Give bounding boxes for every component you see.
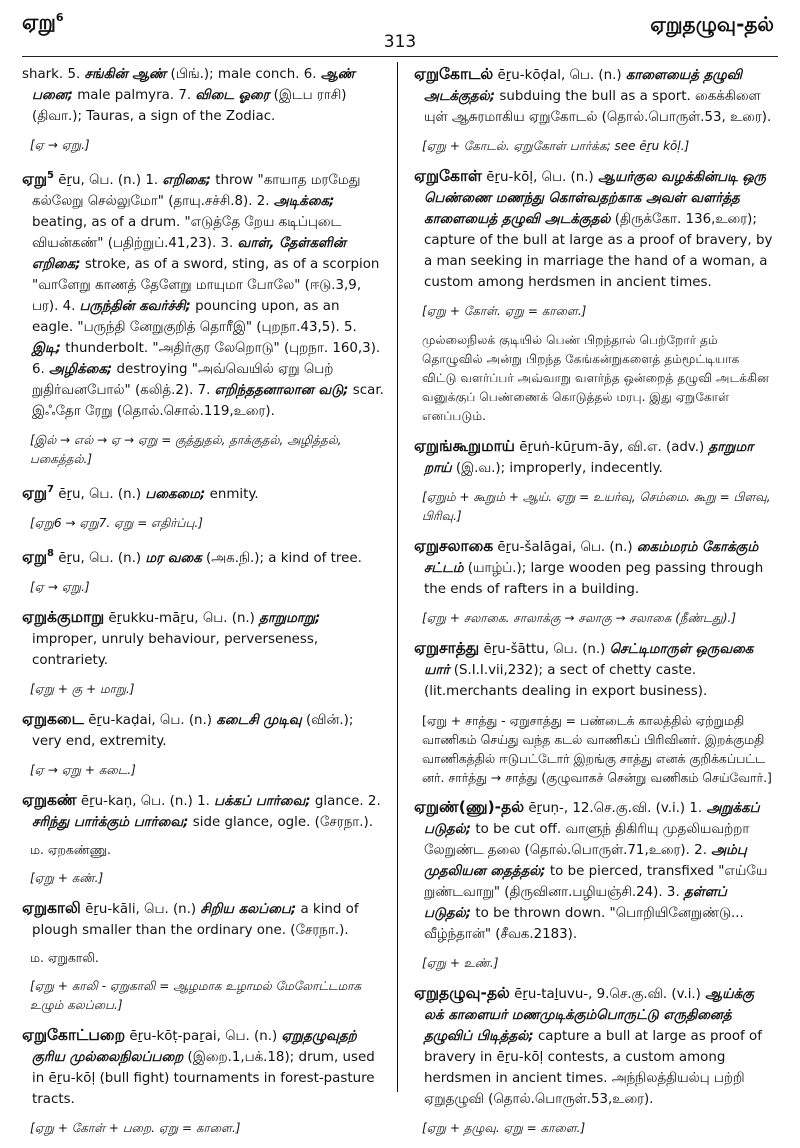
headword: ஏறுகண் — [22, 791, 77, 810]
entry-erukali: ஏறுகாலி ēṟu-kāli, பெ. (n.) சிறிய கலப்பை; a kind of plough smaller than the ordinary one. (சேரநா.). — [22, 899, 359, 939]
headword: ஏறு$^5$ — [22, 170, 54, 189]
usage-note: முல்லைநிலக் குடியில் பெண் பிறந்தால் பெற்றோர் தம் தொழுவில் அன்று பிறந்த கேங்கன்றுகளைத் தம்மூட்டியாக விட்டு வளர்ப்பர் அவ்வாறு வளர்ந்த ஒன்றைத் தழுவி அடக்கின வனுக்குப் பெண்ணைக் கொடுத்தல் மரபு. இது ஏறுகோள் எனப்படும். — [422, 333, 769, 423]
headword: ஏறுதழுவு-தல் — [414, 984, 510, 1002]
entry-erukol: ஏறுகோள் ēṟu-kōḷ, பெ. (n.) ஆயர்குல வழக்கின்படி ஒரு பெண்ணை மணந்து கொள்வதற்காக அவள் வளர்த்த காளையைத் தழுவி அடக்குதல் (திருக்கோ. 136,உரை); capture of the bull at large as a proof of bravery, by a man seeking in marriage the hand of a woman, a custom among herdsmen in ancient times. — [414, 167, 773, 290]
entry-erukotparai: ஏறுகோட்பறை ēṟu-kōṭ-paṟai, பெ. (n.) ஏறுதழுவுதற் குரிய முல்லைநிலப்பறை (இறை.1,பக்.18); drum, used in ēṟu-kōḷ (bull fight) tournaments in forest-pasture tracts. — [22, 1026, 375, 1108]
headword: ஏறுகோடல் — [414, 65, 494, 83]
etymology: [ஏறு6 → ஏறு7. ஏறு = எதிர்ப்பு.] — [30, 516, 203, 531]
etymology: [ஏறு + தழுவு. ஏறு = காளை.] — [422, 1121, 586, 1135]
headword: ஏறுங்கூறுமாய் — [414, 437, 515, 455]
entry-eru-8: ஏறு$^8$ ēṟu, பெ. (n.) மர வகை (அக.நி.); a kind of tree. — [22, 548, 362, 567]
column-divider — [397, 62, 398, 1092]
entry-erusattu: ஏறுசாத்து ēṟu-šāttu, பெ. (n.) செட்டிமாருள் ஒருவகை யார் (S.I.I.vii,232); a sect of chetty caste. (lit.merchants dealing in export business). — [414, 639, 754, 699]
headword: ஏறுசலாகை — [414, 537, 494, 555]
headword: ஏறுசாத்து — [414, 639, 480, 657]
entry-eru-7: ஏறு$^7$ ēṟu, பெ. (n.) பகைமை; enmity. — [22, 484, 259, 503]
etymology: [ஏறு + சலாகை. சாலாக்கு → சலாகு → சலாகை (நீண்டது).] — [422, 611, 737, 625]
headword: ஏறு$^7$ — [22, 484, 54, 503]
cognate: ம. ஏறுகாலி. — [30, 950, 99, 966]
etymology: [ஏ → ஏறு.] — [30, 138, 90, 152]
header-guide-word-left: ஏறு$^6$ — [22, 10, 64, 34]
etymology: [ஏ → ஏறு + கடை.] — [30, 763, 136, 778]
etymology: [ஏறு + கு + மாறு.] — [30, 682, 135, 697]
etymology: [ஏறும் + கூறும் + ஆய். ஏறு = உயர்வு, செம்மை. கூறு = பிளவு, பிரிவு.] — [422, 490, 771, 523]
left-column — [22, 64, 384, 1148]
entry-eru-5: ஏறு$^5$ ēṟu, பெ. (n.) 1. எறிகை; throw "காயாத மரமேது கல்லேறு செல்லுமோ" (தாயு.சச்சி.8). 2. அடிக்கை; beating, as of a drum. "எடுத்தே றேய கடிப்புடை வியன்கண்" (பதிற்றுப்.41,23). 3. வாள், தேள்களின் எறிகை; stroke, as of a sword, sting, as of a scorpion "வாளேறு காணத் தேளேறு மாயுமா போலே" (ஈடு.3,9, பர). 4. பருந்தின் கவர்ச்சி; pouncing upon, as an eagle. "பருந்தி னேறுகுறித் தொரீஇ" (புறநா.43,5). 5. இடி; thunderbolt. "அதிர்குர லேறொடு" (புறநா. 160,3). 6. அழிக்கை; destroying "அவ்வெயில் ஏறு பெற் றுதிர்வனபோல்" (கலித்.2). 7. எறிந்ததனாலான வடு; scar. இஃதோ ரேறு (தொல்.சொல்.119,உரை). — [22, 170, 384, 420]
entry-erukadai: ஏறுகடை ēṟu-kaḍai, பெ. (n.) கடைசி முடிவு (வின்.); very end, extremity. — [22, 710, 354, 750]
etymology: [ஏறு + உண்.] — [422, 956, 499, 970]
etymology: [ஏ → ஏறு.] — [30, 580, 90, 595]
entry-erukan: ஏறுகண் ēṟu-kaṇ, பெ. (n.) 1. பக்கப் பார்வை; glance. 2. சரிந்து பார்க்கும் பார்வை; side glance, ogle. (சேரநா.). — [22, 791, 381, 831]
entry-erundal: ஏறுண்(ணு)-தல் ēṟuṇ-, 12.செ.கு.வி. (v.i.) 1. அறுக்கப் படுதல்; to be cut off. வாளுந் திகிரியு முதலியவற்றா லேறுண்ட தலை (தொல்.பொருள்.71,உரை). 2. அம்பு முதலியன தைத்தல்; to be pierced, transfixed "எய்யே றுண்டவாறு" (திருவினா.பழியஞ்சி.24). 3. தள்ளப் படுதல்; to be thrown down. "பொறியினேறுண்டு... வீழ்ந்தான்" (சீவக.2183). — [414, 798, 768, 942]
entry-continuation: shark. 5. சங்கின் ஆண் (பிங்.); male conch. 6. ஆண் பனை; male palmyra. 7. விடை ஓரை (இடப ராசி) (திவா.); Tauras, a sign of the Zodiac. — [22, 67, 355, 124]
page-header — [0, 0, 800, 52]
entry-erukodal: ஏறுகோடல் ēṟu-kōḍal, பெ. (n.) காளையைத் தழுவி அடக்குதல்; subduing the bull as a sport. கைக்கிளை யுள் ஆசுரமாகிய ஏறுகோடல் (தொல்.பொருள்.53, உரை). — [414, 65, 772, 125]
headword: ஏறுகாலி — [22, 899, 81, 918]
etymology: [இல் → எல் → ஏ → ஏறு = குத்துதல், தாக்குதல், அழித்தல், பகைத்தல்.] — [30, 433, 342, 467]
entry-erukkumaru: ஏறுக்குமாறு ēṟukku-māṟu, பெ. (n.) தாறுமாறு; improper, unruly behaviour, perverseness, contrariety. — [22, 608, 321, 669]
headword: ஏறுகடை — [22, 710, 84, 729]
cognate: ம. ஏறகண்ணு. — [30, 842, 111, 858]
page-number: 313 — [383, 32, 417, 52]
header-rule — [22, 56, 778, 57]
entry-erusalagai: ஏறுசலாகை ēṟu-šalāgai, பெ. (n.) கைம்மரம் கோக்கும் சட்டம் (யாழ்ப்.); large wooden peg passing through the ends of rafters in a building. — [414, 537, 764, 597]
right-column — [414, 64, 776, 1148]
entry-erutaluvudal: ஏறுதழுவு-தல் ēṟu-taḻuvu-, 9.செ.கு.வி. (v.i.) ஆய்க்கு லக் காளையர் மணமுடிக்கும்பொருட்டு எருதினைத் தழுவிப் பிடித்தல்; capture a bull at large as proof of bravery in ēṟu-kōḷ contests, a custom among herdsmen in ancient times. அந்நிலத்தியல்பு பற்றி ஏறுதழுவி (தொல்.பொருள்.53,உரை). — [414, 984, 762, 1107]
entry-erunkurumay: ஏறுங்கூறுமாய் ēṟuṅ-kūṟum-āy, வி.எ. (adv.) தாறுமா றாய் (இ.வ.); improperly, indecently. — [414, 437, 754, 476]
headword: ஏறுக்குமாறு — [22, 608, 105, 627]
headword: ஏறுண்(ணு)-தல் — [414, 798, 525, 816]
etymology: [ஏறு + கோள் + பறை. ஏறு = காளை.] — [30, 1121, 241, 1136]
etymology: [ஏறு + காலி - ஏறுகாலி = ஆழமாக உழாமல் மேலோட்டமாக உழும் கலப்பை.] — [30, 979, 362, 1013]
headword: ஏறு$^8$ — [22, 548, 54, 567]
header-guide-word-right: ஏறுதழுவு-தல் — [650, 12, 774, 36]
headword: ஏறுகோட்பறை — [22, 1026, 126, 1045]
etymology: [ஏறு + கண்.] — [30, 871, 104, 886]
usage-note: [ஏறு + சாத்து - ஏறுசாத்து = பண்டைக் காலத்தில் ஏற்றுமதி வாணிகம் செய்து வந்த கடல் வாணிகப் பிரிவினர். இறக்குமதி வாணிகத்தில் ஈடுபட்டோர் இறங்கு சாத்து எனக் குறிக்கப்பட்ட னர். சார்த்து → சாத்து (குழுவாகச் சென்று வணிகம் செய்வோர்.] — [422, 713, 772, 785]
headword: ஏறுகோள் — [414, 167, 483, 185]
etymology: [ஏறு + கோடல். ஏறுகோள் பார்க்க; see ēṟu kōḷ.] — [422, 139, 690, 153]
etymology: [ஏறு + கோள். ஏறு = காளை.] — [422, 304, 587, 318]
